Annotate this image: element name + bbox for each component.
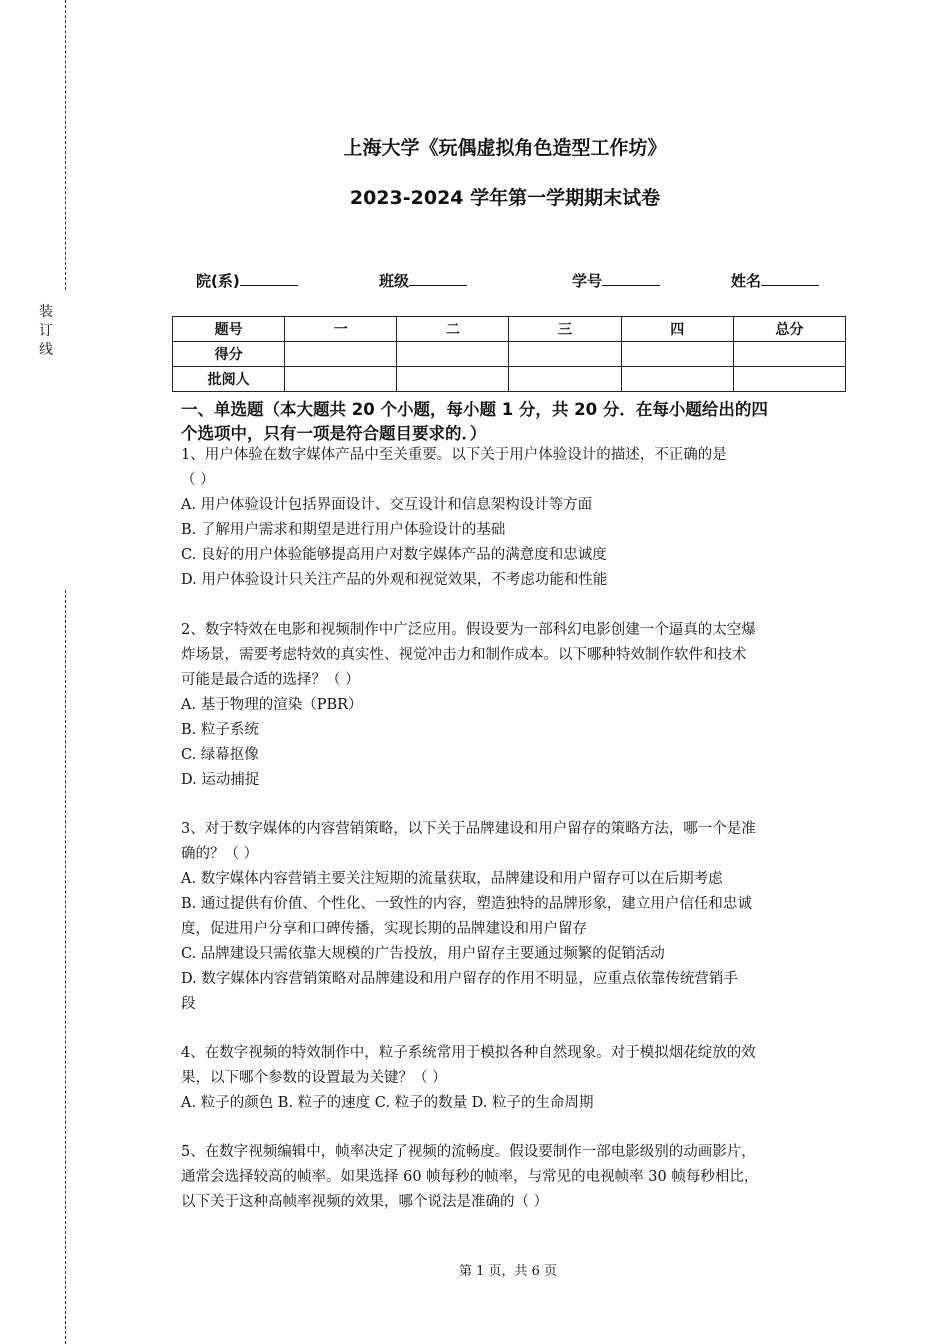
question-2 [181,618,846,793]
dept-label: 院(系) [196,272,240,290]
score-cell[interactable] [733,342,845,367]
class-blank[interactable] [409,271,467,286]
question-3 [181,817,846,1017]
option-c: C. 品牌建设只需依靠大规模的广告投放，用户留存主要通过频繁的促销活动 [181,946,665,962]
name-blank[interactable] [761,271,819,286]
dept-field[interactable] [196,270,298,291]
options-inline: A. 粒子的颜色 B. 粒子的速度 C. 粒子的数量 D. 粒子的生命周期 [181,1095,594,1111]
exam-subtitle: 2023-2024 学年第一学期期末试卷 [349,187,661,209]
option-d: D. 用户体验设计只关注产品的外观和视觉效果，不考虑功能和性能 [181,572,608,588]
option-d-cont: 段 [181,996,196,1012]
question-stem: 可能是最合适的选择？（ ） [181,672,360,688]
option-b-cont: 度，促进用户分享和口碑传播，实现长期的品牌建设和用户留存 [181,921,587,937]
question-stem: 4、在数字视频的特效制作中，粒子系统常用于模拟各种自然现象。对于模拟烟花绽放的效 [181,1045,756,1061]
grader-cell[interactable] [397,367,509,392]
section-heading-line: 一、单选题（本大题共 20 个小题，每小题 1 分，共 20 分．在每小题给出的四 [181,400,768,419]
student-id-field[interactable] [572,270,660,291]
header-cell: 总分 [733,317,845,342]
option-d: D. 数字媒体内容营销策略对品牌建设和用户留存的作用不明显，应重点依靠传统营销手 [181,971,738,987]
option-b: B. 粒子系统 [181,722,259,738]
question-stem: 以下关于这种高帧率视频的效果，哪个说法是准确的（ ） [181,1194,549,1210]
question-stem: 2、数字特效在电影和视频制作中广泛应用。假设要为一部科幻电影创建一个逼真的太空爆 [181,622,756,638]
dept-blank[interactable] [240,271,298,286]
option-a: A. 基于物理的渲染（PBR） [181,697,363,713]
row-label: 得分 [173,342,285,367]
question-1 [181,443,846,593]
score-cell[interactable] [397,342,509,367]
student-id-blank[interactable] [602,271,660,286]
question-stem: （ ） [181,472,215,488]
question-stem: 炸场景，需要考虑特效的真实性、视觉冲击力和制作成本。以下哪种特效制作软件和技术 [181,647,747,663]
header-cell: 四 [621,317,733,342]
option-a: A. 数字媒体内容营销主要关注短期的流量获取，品牌建设和用户留存可以在后期考虑 [181,871,723,887]
grader-cell[interactable] [621,367,733,392]
binding-line-bottom [65,590,66,1344]
option-a: A. 用户体验设计包括界面设计、交互设计和信息架构设计等方面 [181,497,593,513]
question-stem: 1、用户体验在数字媒体产品中至关重要。以下关于用户体验设计的描述，不正确的是 [181,447,727,463]
option-b: B. 了解用户需求和期望是进行用户体验设计的基础 [181,522,506,538]
grader-row [173,367,846,392]
name-field[interactable] [731,270,819,291]
question-stem: 5、在数字视频编辑中，帧率决定了视频的流畅度。假设要制作一部电影级别的动画影片， [181,1144,756,1160]
page-number: 第 1 页，共 6 页 [458,1264,558,1279]
header-cell: 三 [509,317,621,342]
header-cell: 二 [397,317,509,342]
score-cell[interactable] [285,342,397,367]
binding-char: 线 [39,342,53,358]
score-table [172,316,846,392]
grader-cell[interactable] [733,367,845,392]
score-cell[interactable] [509,342,621,367]
option-c: C. 绿幕抠像 [181,747,259,763]
class-field[interactable] [379,270,467,291]
question-4 [181,1041,846,1116]
question-stem: 3、对于数字媒体的内容营销策略，以下关于品牌建设和用户留存的策略方法，哪一个是准 [181,821,756,837]
row-label: 批阅人 [173,367,285,392]
question-5 [181,1140,846,1215]
name-label: 姓名 [731,272,762,290]
section-heading-line: 个选项中，只有一项是符合题目要求的．） [181,424,487,443]
binding-label [37,303,55,360]
question-stem: 确的？（ ） [181,846,259,862]
question-stem: 通常会选择较高的帧率。如果选择 60 帧每秒的帧率，与常见的电视帧率 30 帧每秒相比， [181,1169,759,1185]
option-d: D. 运动捕捉 [181,772,260,788]
grader-cell[interactable] [285,367,397,392]
option-b: B. 通过提供有价值、个性化、一致性的内容，塑造独特的品牌形象，建立用户信任和忠诚 [181,896,752,912]
binding-char: 订 [39,323,53,339]
header-cell: 一 [285,317,397,342]
score-table-header [173,317,846,342]
section-heading [181,398,841,446]
grader-cell[interactable] [509,367,621,392]
question-stem: 果，以下哪个参数的设置最为关键？（ ） [181,1070,447,1086]
score-row [173,342,846,367]
score-cell[interactable] [621,342,733,367]
class-label: 班级 [379,272,410,290]
exam-title: 上海大学《玩偶虚拟角色造型工作坊》 [343,137,667,159]
option-c: C. 良好的用户体验能够提高用户对数字媒体产品的满意度和忠诚度 [181,547,607,563]
binding-char: 装 [39,304,53,320]
header-cell: 题号 [173,317,285,342]
student-id-label: 学号 [572,272,603,290]
